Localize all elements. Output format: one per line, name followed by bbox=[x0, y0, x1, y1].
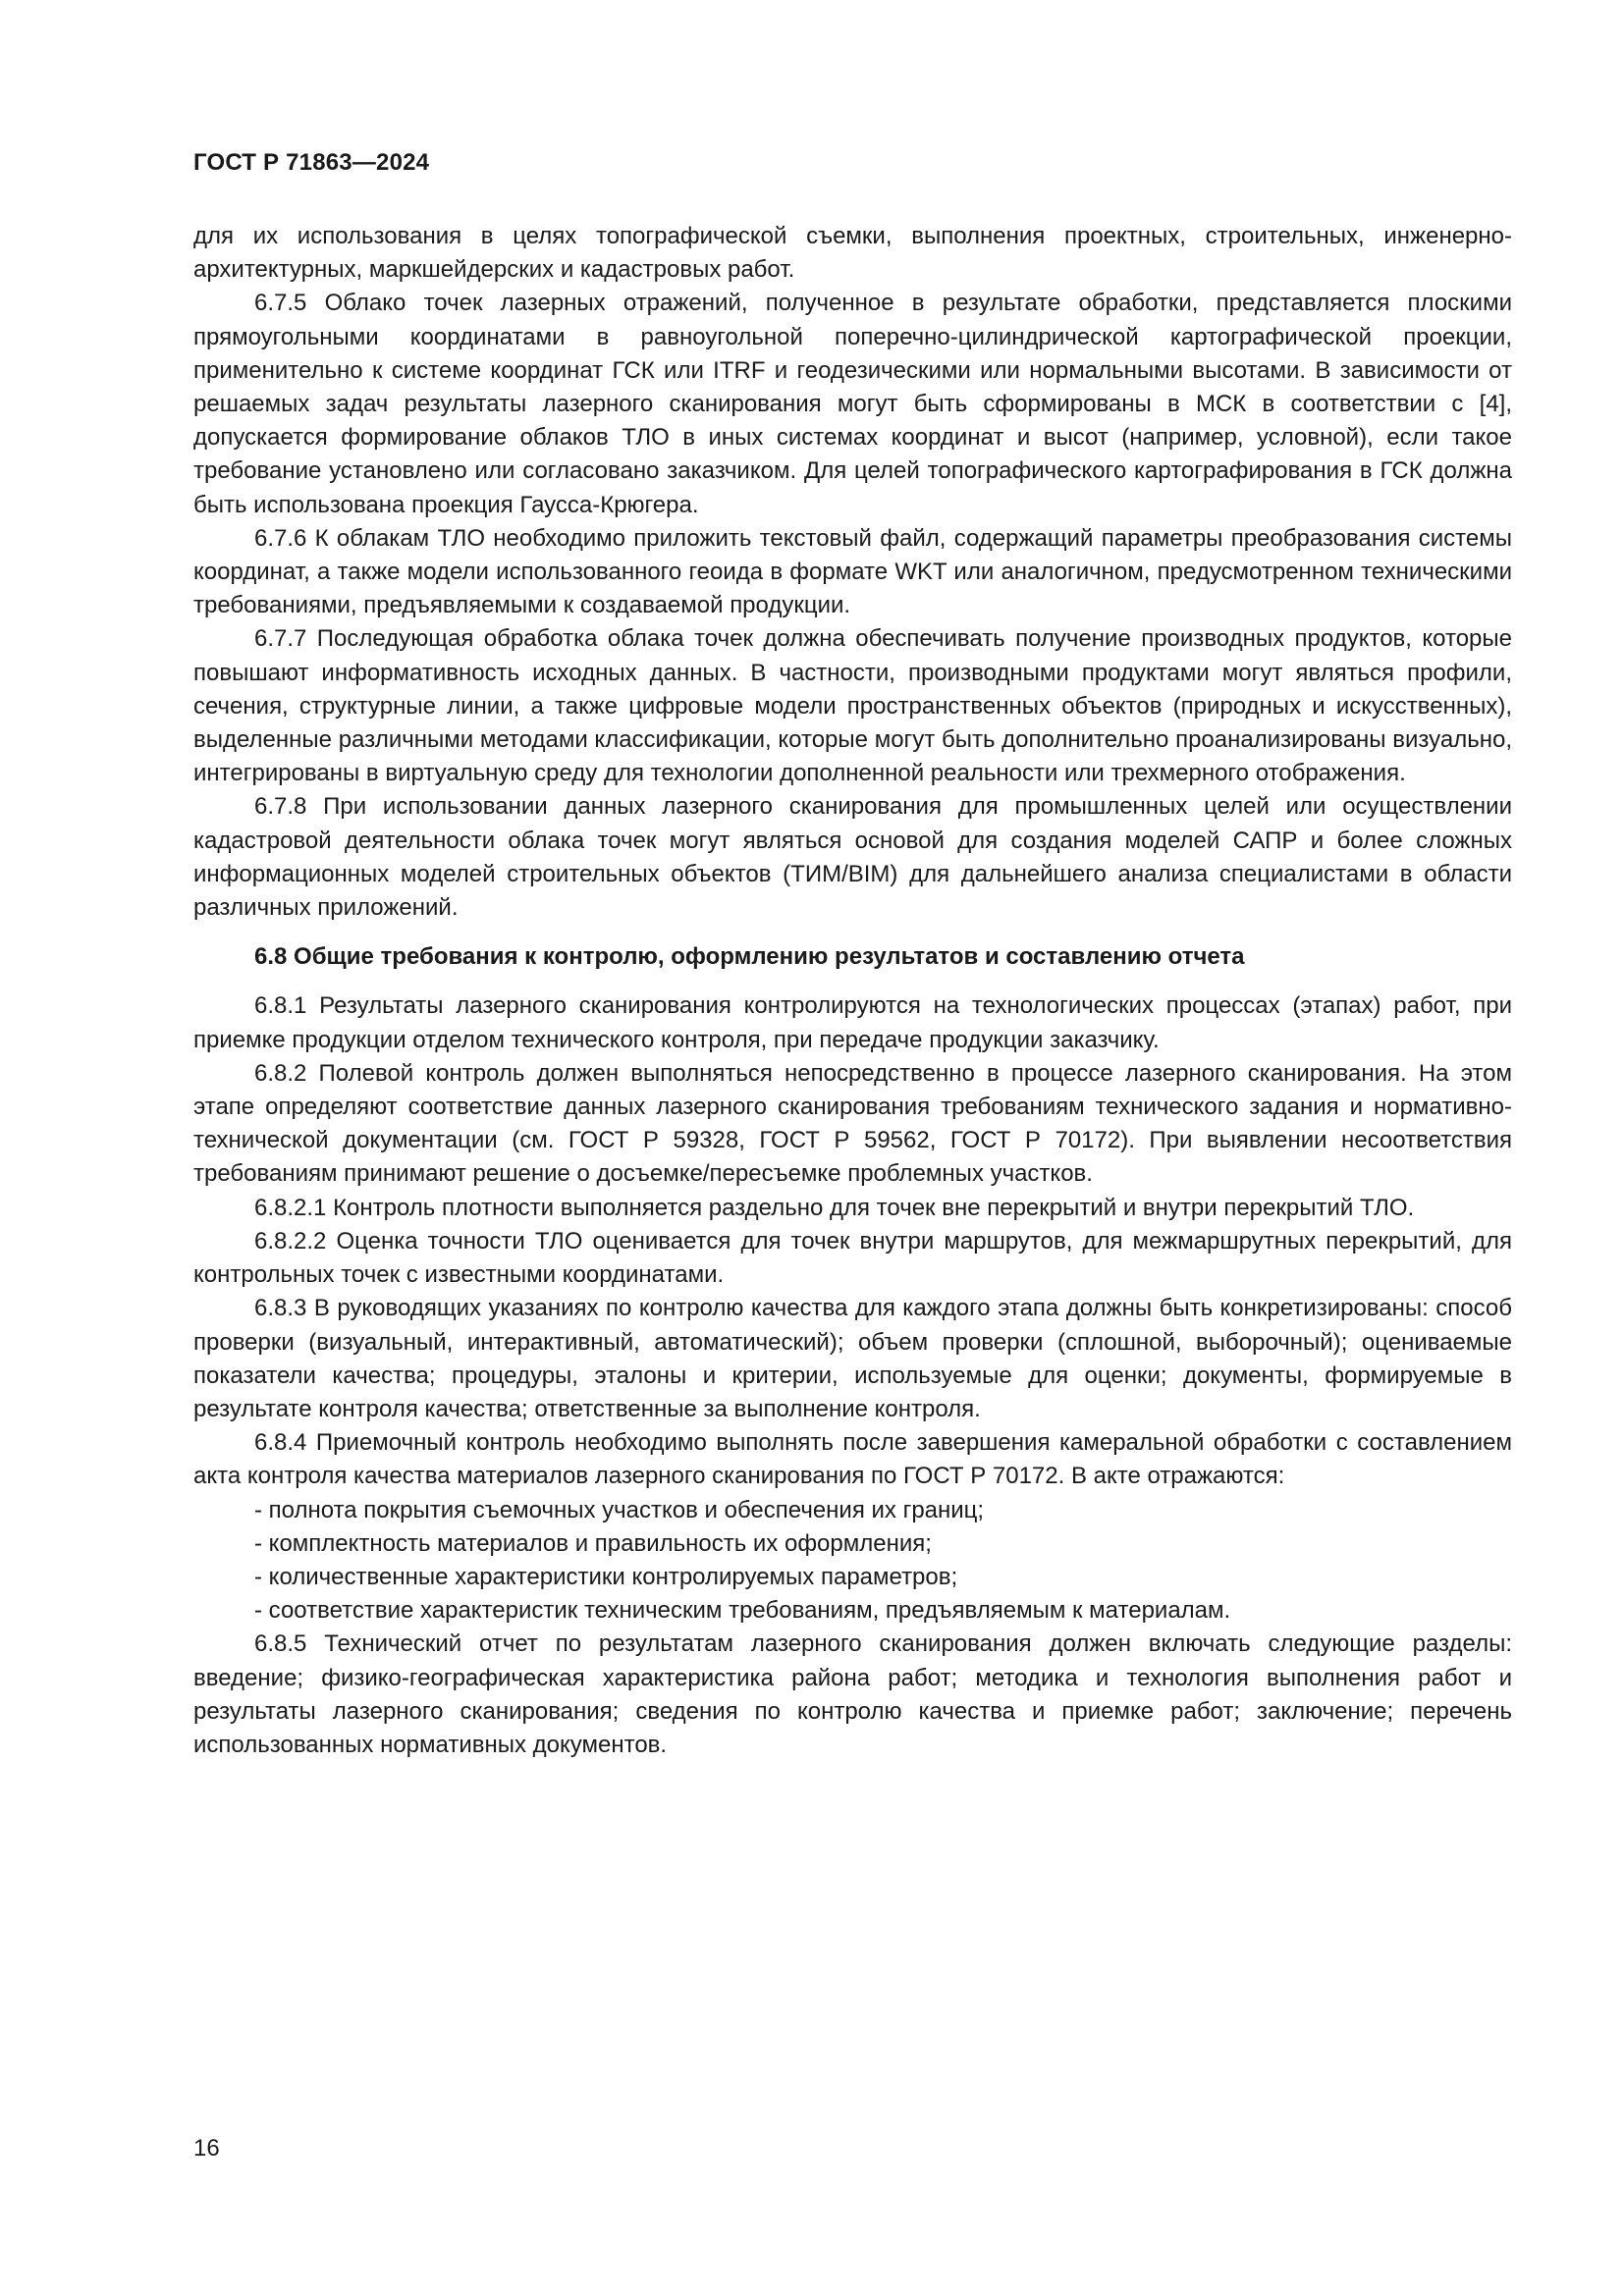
paragraph-continuation: для их использования в целях топографической съемки, выполнения проектных, строительных, инженерно-архитектурных, маркшейдерских и кадастровых работ. bbox=[193, 223, 1512, 284]
paragraph-6-8-2: 6.8.2 Полевой контроль должен выполняться непосредственно в процессе лазерного сканирования. На этом этапе определяют соответствие данных лазерного сканирования требованиям технического задания и нормативно-технической документации (см. ГОСТ Р 59328, ГОСТ Р 59562, ГОСТ Р 70172). При выявлении несоответствия требованиям принимают решение о досъемке/пересъемке проблемных участков. bbox=[193, 1059, 1512, 1188]
list-item: - комплектность материалов и правильность их оформления; bbox=[254, 1527, 1512, 1561]
paragraph-6-7-7: 6.7.7 Последующая обработка облака точек должна обеспечивать получение производных продуктов, которые повышают информативность исходных данных. В частности, производными продуктами могут являться профили, сечения, структурные линии, а также цифровые модели пространственных объектов (природных и искусственных), выделенные различными методами классификации, которые могут быть дополнительно проанализированы визуально, интегрированы в виртуальную среду для технологии дополненной реальности или трехмерного отображения. bbox=[193, 625, 1512, 787]
document-header: ГОСТ Р 71863—2024 bbox=[193, 149, 430, 176]
paragraph-6-8-2-2: 6.8.2.2 Оценка точности ТЛО оценивается для точек внутри маршрутов, для межмаршрутных перекрытий, для контрольных точек с известными координатами. bbox=[193, 1227, 1512, 1289]
act-contents-list bbox=[193, 1494, 1512, 1629]
paragraph-6-8-1: 6.8.1 Результаты лазерного сканирования контролируются на технологических процессах (этапах) работ, при приемке продукции отделом технического контроля, при передаче продукции заказчику. bbox=[193, 992, 1512, 1053]
page-number: 16 bbox=[193, 2135, 220, 2162]
paragraph-6-8-5: 6.8.5 Технический отчет по результатам лазерного сканирования должен включать следующие разделы: введение; физико-географическая характеристика района работ; методика и технология выполнения работ и результаты лазерного сканирования; сведения по контролю качества и приемке работ; заключение; перечень использованных нормативных документов. bbox=[193, 1630, 1512, 1758]
paragraph-6-7-5: 6.7.5 Облако точек лазерных отражений, полученное в результате обработки, представляется плоскими прямоугольными координатами в равноугольной поперечно-цилиндрической картографической проекции, применительно к системе координат ГСК или ITRF и геодезическими или нормальными высотами. В зависимости от решаемых задач результаты лазерного сканирования могут быть сформированы в МСК в соответствии с [4], допускается формирование облаков ТЛО в иных системах координат и высот (например, условной), если такое требование установлено или согласовано заказчиком. Для целей топографического картографирования в ГСК должна быть использована проекция Гаусса-Крюгера. bbox=[193, 290, 1512, 518]
document-body bbox=[193, 220, 1512, 1762]
list-item: - количественные характеристики контролируемых параметров; bbox=[254, 1561, 1512, 1594]
list-item: - соответствие характеристик техническим требованиям, предъявляемым к материалам. bbox=[254, 1594, 1512, 1628]
paragraph-6-8-3: 6.8.3 В руководящих указаниях по контролю качества для каждого этапа должны быть конкретизированы: способ проверки (визуальный, интерактивный, автоматический); объем проверки (сплошной, выборочный); оцениваемые показатели качества; процедуры, эталоны и критерии, используемые для оценки; документы, формируемые в результате контроля качества; ответственные за выполнение контроля. bbox=[193, 1295, 1512, 1422]
section-heading-6-8: 6.8 Общие требования к контролю, оформлению результатов и составлению отчета bbox=[254, 943, 1245, 971]
paragraph-6-7-8: 6.7.8 При использовании данных лазерного сканирования для промышленных целей или осуществлении кадастровой деятельности облака точек могут являться основой для создания моделей САПР и более сложных информационных моделей строительных объектов (ТИМ/BIM) для дальнейшего анализа специалистами в области различных приложений. bbox=[193, 793, 1512, 922]
paragraph-6-7-6: 6.7.6 К облакам ТЛО необходимо приложить текстовый файл, содержащий параметры преобразования системы координат, а также модели использованного геоида в формате WKT или аналогичном, предусмотренном техническими требованиями, предъявляемыми к создаваемой продукции. bbox=[193, 524, 1512, 619]
paragraph-6-8-2-1: 6.8.2.1 Контроль плотности выполняется раздельно для точек вне перекрытий и внутри перекрытий ТЛО. bbox=[254, 1194, 1415, 1221]
list-item: - полнота покрытия съемочных участков и обеспечения их границ; bbox=[254, 1494, 1512, 1527]
paragraph-6-8-4: 6.8.4 Приемочный контроль необходимо выполнять после завершения камеральной обработки с составлением акта контроля качества материалов лазерного сканирования по ГОСТ Р 70172. В акте отражаются: bbox=[193, 1429, 1512, 1490]
